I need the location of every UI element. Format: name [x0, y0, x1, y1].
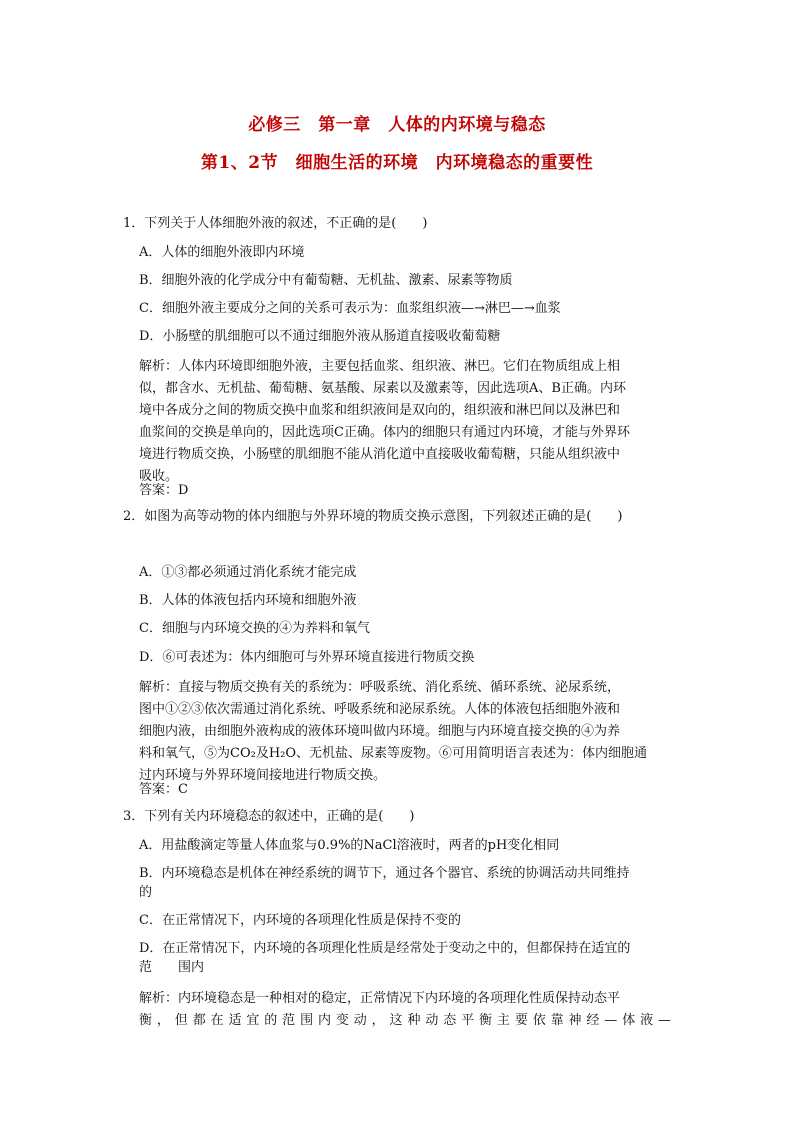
analysis-line: 图中①②③依次需通过消化系统、呼吸系统和泌尿系统。人体的体液包括细胞外液和 — [139, 702, 621, 717]
question-3-option-d-cont: 范 围内 — [139, 960, 205, 975]
document-subtitle: 第1、2节 细胞生活的环境 内环境稳态的重要性 — [200, 153, 594, 173]
question-3-option-c: C．在正常情况下，内环境的各项理化性质是保持不变的 — [139, 913, 461, 928]
question-1-option-c: C．细胞外液主要成分之间的关系可表示为：血浆组织液—→淋巴—→血浆 — [139, 301, 561, 316]
analysis-line: 解析：直接与物质交换有关的系统为：呼吸系统、消化系统、循环系统、泌尿系统， — [139, 680, 621, 695]
analysis-line: 解析：人体内环境即细胞外液，主要包括血浆、组织液、淋巴。它们在物质组成上相 — [139, 359, 621, 374]
question-2-answer: 答案：C — [139, 782, 188, 797]
question-2-option-a: A．①③都必须通过消化系统才能完成 — [139, 565, 357, 580]
analysis-line: 境中各成分之间的物质交换中血浆和组织液间是双向的，组织液和淋巴间以及淋巴和 — [139, 403, 621, 418]
question-1-option-d: D．小肠壁的肌细胞可以不通过细胞外液从肠道直接吸收葡萄糖 — [139, 329, 501, 344]
analysis-line: 细胞内液，由细胞外液构成的液体环境叫做内环境。细胞与内环境直接交换的④为养 — [139, 724, 621, 739]
question-2-option-d: D．⑥可表述为：体内细胞可与外界环境直接进行物质交换 — [139, 650, 475, 665]
analysis-line: 料和氧气，⑤为CO₂及H₂O、无机盐、尿素等废物。⑥可用简明语言表述为：体内细胞通 — [139, 746, 648, 761]
question-2-stem: 2．如图为高等动物的体内细胞与外界环境的物质交换示意图，下列叙述正确的是( ) — [123, 509, 623, 524]
analysis-line: 血浆间的交换是单向的，因此选项C正确。体内的细胞只有通过内环境，才能与外界环 — [139, 425, 630, 440]
question-3-option-d: D．在正常情况下，内环境的各项理化性质是经常处于变动之中的，但都保持在适宜的 — [139, 941, 631, 956]
analysis-line: 吸收。 — [139, 469, 179, 484]
document-title: 必修三 第一章 人体的内环境与稳态 — [248, 115, 546, 135]
analysis-line: 过内环境与外界环境间接地进行物质交换。 — [139, 768, 387, 783]
analysis-line: 境进行物质交换，小肠壁的肌细胞不能从消化道中直接吸收葡萄糖，只能从组织液中 — [139, 447, 621, 462]
analysis-line: 解析：内环境稳态是一种相对的稳定，正常情况下内环境的各项理化性质保持动态平 — [139, 991, 621, 1006]
analysis-line: 似，都含水、无机盐、葡萄糖、氨基酸、尿素以及激素等，因此选项A、B正确。内环 — [139, 381, 626, 396]
question-2-option-b: B．人体的体液包括内环境和细胞外液 — [139, 593, 357, 608]
question-3-option-b: B．内环境稳态是机体在神经系统的调节下，通过各个器官、系统的协调活动共同维持 — [139, 866, 630, 881]
question-1-option-b: B．细胞外液的化学成分中有葡萄糖、无机盐、激素、尿素等物质 — [139, 273, 513, 288]
question-1-option-a: A．人体的细胞外液即内环境 — [139, 245, 305, 260]
question-1-stem: 1．下列关于人体细胞外液的叙述，不正确的是( ) — [123, 216, 428, 231]
question-2-analysis — [139, 677, 671, 787]
question-3-option-b-cont: 的 — [139, 885, 153, 900]
question-3-analysis — [139, 988, 671, 1032]
question-3-stem: 3．下列有关内环境稳态的叙述中，正确的是( ) — [123, 809, 415, 824]
analysis-line: 衡，但都在适宜的范围内变动，这种动态平衡主要依靠神经—体液— — [139, 1013, 671, 1028]
question-2-option-c: C．细胞与内环境交换的④为养料和氧气 — [139, 621, 370, 636]
question-1-answer: 答案：D — [139, 483, 189, 498]
question-1-analysis — [139, 356, 671, 488]
question-3-option-a: A．用盐酸滴定等量人体血浆与0.9%的NaCl溶液时，两者的pH变化相同 — [139, 838, 560, 853]
